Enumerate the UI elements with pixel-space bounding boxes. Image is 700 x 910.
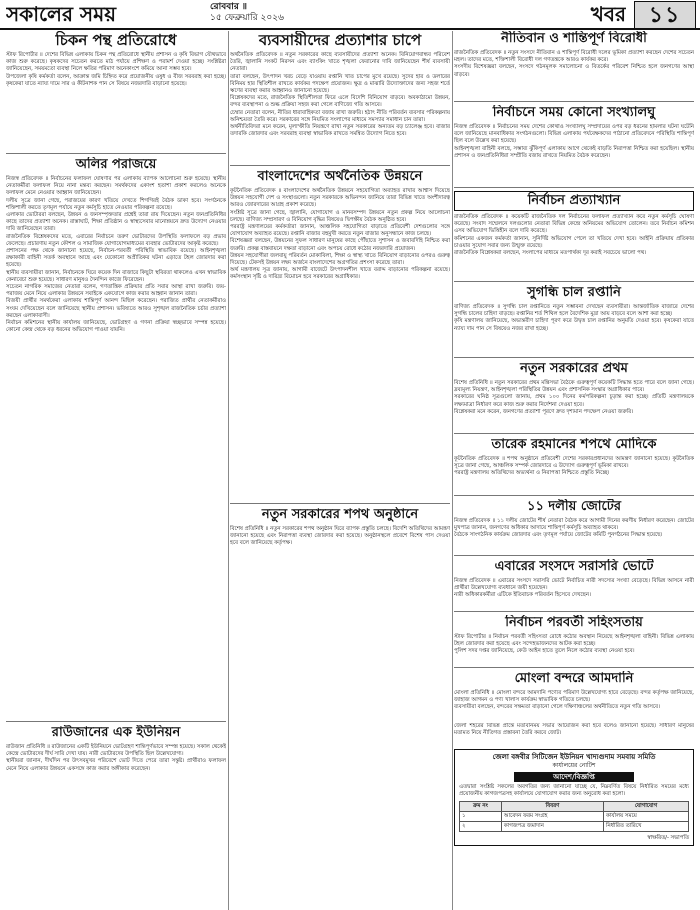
notice-office: কার্যালয়ের নোটিশ (552, 762, 596, 769)
story-headline[interactable]: নির্বাচন প্রত্যাখ্যান (454, 191, 694, 211)
story-headline[interactable]: নির্বাচন পরবর্তী সহিংসতায় (505, 615, 643, 630)
story-headline[interactable]: এবারের সংসদে সরাসরি ভোটে (494, 559, 654, 574)
story-body: নিজস্ব প্রতিবেদক ॥ ১১ দলীয় জোটের শীর্ষ নেতারা বৈঠক করে আগামী দিনের করণীয় নির্ধারণ করেছেন। জোটের মুখপাত্র জানান, জনগণের অধিকার আদায়ে শান্তিপূর্ণ কর্মসূচি অব্যাহত থাকবে। বৈঠকে সাংগঠনিক কার্যক্রম জোরদার এবং তৃণমূল পর্যায়ে জোটের কমিটি পুনর্গঠনের সিদ্ধান্ত হয়েছে। (454, 518, 694, 539)
story-body: কূটনৈতিক প্রতিবেদক ॥ শপথ অনুষ্ঠানে প্রতিবেশী দেশের সরকারপ্রধানদের আমন্ত্রণ জানানো হয়েছে। কূটনৈতিক সূত্রে জানা গেছে, আঞ্চলিক সম্পর্ক জোরদারে এ উদ্যোগ গুরুত্বপূর্ণ ভূমিকা রাখবে। পররাষ্ট্র মন্ত্রণালয় অতিথিদের অভ্যর্থনা ও নিরাপত্তা নিশ্চিতে প্রস্তুতি নিচ্ছে। (454, 456, 694, 477)
issue-date (210, 2, 350, 26)
story-headline[interactable]: বাংলাদেশের অর্থনৈতিক উন্নয়নে (257, 169, 423, 184)
news-story (454, 285, 694, 353)
table-cell: কাগজপত্র জমাদান (501, 822, 603, 832)
notice-table-header: বিবরণ (501, 802, 603, 812)
news-story (454, 105, 694, 183)
story-divider (230, 503, 450, 504)
table-cell: নির্ধারিত তারিখে (603, 822, 688, 832)
news-story (454, 723, 694, 745)
table-cell: কার্যালয় সময়ে (603, 812, 688, 822)
story-body: স্টাফ রিপোর্টার ॥ নির্বাচন পরবর্তী সহিংসতা রোধে কঠোর অবস্থান নিয়েছে আইনশৃঙ্খলা বাহিনী। বিভিন্ন এলাকায় টহল জোরদার করা হয়েছে এবং সন্দেহভাজনদের আটক করা হচ্ছে। পুলিশ সদর দপ্তর জানিয়েছে, কেউ আইন হাতে তুলে নিলে কঠোর ব্যবস্থা নেওয়া হবে। (454, 634, 694, 655)
news-story (454, 437, 694, 491)
notice-body: এতদ্বারা সংশ্লিষ্ট সকলের অবগতির জন্য জানানো যাচ্ছে যে, নিম্নবর্ণিত বিষয়ে নির্ধারিত সময়ের মধ্যে প্রয়োজনীয় কাগজপত্রসহ কার্যালয়ে যোগাযোগ করার জন্য অনুরোধ করা হলো। (459, 784, 689, 798)
story-divider (454, 555, 694, 556)
story-divider (454, 611, 694, 612)
news-story (6, 157, 226, 717)
story-headline[interactable]: নতুন সরকারের শপথ অনুষ্ঠানে (261, 507, 419, 522)
story-body: নিজস্ব প্রতিবেদক ॥ এবারের সংসদে সরাসরি ভোটে নির্বাচিত নারী সদস্যের সংখ্যা বেড়েছে। বিভিন্ন আসনে নারী প্রার্থীরা উল্লেখযোগ্য ব্যবধানে জয়ী হয়েছেন। নারী অধিকারকর্মীরা এটিকে ইতিবাচক পরিবর্তন হিসেবে দেখছেন। (454, 578, 694, 599)
news-story (230, 507, 450, 867)
story-body: নিজস্ব প্রতিবেদক ॥ নির্বাচনের ফলাফল ঘোষণার পর এলাকায় ব্যাপক আলোচনা শুরু হয়েছে। স্থানীয় নেতাকর্মীরা ফলাফল নিয়ে নানা মন্তব্য করছেন। সমর্থকদের একাংশ হতাশা প্রকাশ করলেও অনেকে ফলাফল মেনে নেওয়ার আহ্বান জানিয়েছেন। দলীয় সূত্রে জানা গেছে, পরাজয়ের কারণ খতিয়ে দেখতে শিগগিরই বৈঠক ডাকা হবে। সংগঠনকে শক্তিশালী করতে তৃণমূল পর্যায়ে নতুন কর্মসূচি হাতে নেওয়ার পরিকল্পনা রয়েছে। এলাকার ভোটাররা বলছেন, উন্নয়ন ও জনসম্পৃক্ততার প্রশ্নেই তারা রায় দিয়েছেন। নতুন জনপ্রতিনিধির কাছে তাদের প্রত্যাশা অনেক। রাস্তাঘাট, শিক্ষা প্রতিষ্ঠান ও স্বাস্থ্যসেবার মানোন্নয়নে দ্রুত উদ্যোগ নেওয়ার দাবি জানিয়েছেন তারা। রাজনৈতিক বিশ্লেষকদের মতে, এবারের নির্বাচনে তরুণ ভোটারদের উপস্থিতি ফলাফলে বড় প্রভাব ফেলেছে। প্রচারণায় নতুন কৌশল ও সামাজিক যোগাযোগমাধ্যমের ব্যবহার ভোটারদের আকৃষ্ট করেছে। প্রশাসনের পক্ষ থেকে জানানো হয়েছে, নির্বাচন-পরবর্তী পরিস্থিতি স্বাভাবিক রয়েছে। আইনশৃঙ্খলা রক্ষাকারী বাহিনী সতর্ক অবস্থানে আছে এবং যেকোনো অপ্রীতিকর ঘটনা এড়াতে টহল জোরদার করা হয়েছে। স্থানীয় ব্যবসায়ীরা জানান, নির্বাচনকে ঘিরে কয়েক দিন বাজারে কিছুটা স্থবিরতা থাকলেও এখন স্বাভাবিক কেনাবেচা শুরু হয়েছে। সাধারণ মানুষও দৈনন্দিন কাজে ফিরেছেন। সচেতন নাগরিক সমাজের নেতারা বলেন, গণতান্ত্রিক প্রক্রিয়ার প্রতি সবার আস্থা রাখা জরুরি। জয়-পরাজয় মেনে নিয়ে এলাকার উন্নয়নে সবাইকে একযোগে কাজ করার আহ্বান জানান তারা। বিজয়ী প্রার্থীর সমর্থকেরা এলাকায় শান্তিপূর্ণ আনন্দ মিছিল করেছেন। পরাজিত প্রার্থীর নেতাকর্মীরাও সংযম দেখিয়েছেন বলে জানিয়েছে স্থানীয় প্রশাসন। ভবিষ্যতে আরও সুশৃঙ্খল রাজনৈতিক চর্চার প্রত্যাশা করছেন এলাকাবাসী। নির্বাচন কমিশনের স্থানীয় কার্যালয় জানিয়েছে, ভোটগ্রহণ ও গণনা প্রক্রিয়া স্বচ্ছভাবে সম্পন্ন হয়েছে। কোনো কেন্দ্র থেকে বড় ধরনের অভিযোগ পাওয়া যায়নি। (6, 176, 226, 334)
story-body: নিজস্ব প্রতিবেদক ॥ নির্বাচনের সময় দেশের কোথাও সংখ্যালঘু সম্প্রদায়ের ওপর বড় ধরনের হামলার ঘটনা ঘটেনি বলে জানিয়েছে মানবাধিকার সংগঠনগুলো। বিভিন্ন এলাকায় পর্যবেক্ষকদের পাঠানো প্রতিবেদনে পরিস্থিতি শান্তিপূর্ণ ছিল বলে উল্লেখ করা হয়েছে। আইনশৃঙ্খলা বাহিনী বলছে, সম্ভাব্য ঝুঁকিপূর্ণ এলাকায় আগে থেকেই বাড়তি নিরাপত্তা নিশ্চিত করা হয়েছিল। স্থানীয় প্রশাসন ও জনপ্রতিনিধিরা সম্প্রীতি বজায় রাখতে নিয়মিত বৈঠক করেছেন। (454, 124, 694, 159)
news-story (454, 361, 694, 429)
story-divider (6, 721, 226, 722)
masthead (0, 0, 700, 30)
issue-day: রোববার ॥ (210, 2, 248, 12)
news-story (454, 559, 694, 607)
story-headline[interactable]: নির্বাচনে সময় কোনো সংখ্যালঘু (492, 105, 656, 120)
story-headline[interactable]: ১১ দলীয় জোটের (527, 499, 621, 514)
story-divider (454, 187, 694, 188)
story-divider (454, 281, 694, 282)
notice-organization: জেলা বঙ্গবীর সিটিজেন ইউনিয়ন খাদ্যগুদাম সমবায় সমিতি (492, 753, 656, 761)
story-headline[interactable]: মোংলা বন্দরে আমদানি (514, 671, 634, 686)
news-story (454, 499, 694, 551)
story-divider (6, 153, 226, 154)
newspaper-name: সকালের সময় (6, 2, 117, 26)
story-headline[interactable]: নতুন সরকারের প্রথম (520, 361, 628, 376)
story-divider (454, 495, 694, 496)
notice-table-header: ক্রম নং (460, 802, 502, 812)
news-story (454, 31, 694, 97)
story-divider (454, 667, 694, 668)
column-divider (228, 31, 229, 910)
story-headline[interactable]: তারেক রহমানের শপথে মোদিকে (491, 437, 657, 452)
column-middle (230, 31, 450, 910)
story-headline[interactable]: ব্যবসায়ীদের প্রত্যাশার চাপে (258, 31, 422, 49)
issue-full-date: ১৫ ফেব্রুয়ারি ২০২৬ (210, 13, 284, 23)
notice-signature: স্বাক্ষরিত/- সভাপতি (647, 835, 689, 842)
story-body: জেলা শহরের বিভিন্ন প্রান্তে মতবিনিময় সভার আয়োজন করা হবে বলেও জানানো হয়েছে। সাধারণ মানুষের মতামত নিয়ে নীতিগত প্রস্তাবনা তৈরি করবে জোট। (454, 723, 694, 737)
section-title: খবর (590, 2, 626, 26)
notice-header (459, 753, 689, 782)
story-body: বিশেষ প্রতিনিধি ॥ নতুন সরকারের প্রথম মন্ত্রিসভা বৈঠকে গুরুত্বপূর্ণ কয়েকটি সিদ্ধান্ত হতে পারে বলে জানা গেছে। দ্রব্যমূল্য নিয়ন্ত্রণ, আইনশৃঙ্খলা পরিস্থিতির উন্নয়ন এবং প্রশাসনিক সংস্কার অগ্রাধিকার পাবে। সরকারের ঘনিষ্ঠ সূত্রগুলো জানায়, প্রথম ১০০ দিনের কর্মপরিকল্পনা চূড়ান্ত করা হচ্ছে। প্রতিটি মন্ত্রণালয়কে লক্ষ্যমাত্রা নির্ধারণ করে কাজ শুরু করার নির্দেশনা দেওয়া হবে। বিশ্লেষকরা মনে করেন, জনগণের প্রত্যাশা পূরণে দ্রুত দৃশ্যমান পদক্ষেপ নেওয়া জরুরি। (454, 380, 694, 415)
notice-title: আদেশ/বিজ্ঞপ্তি (514, 772, 634, 782)
story-body: রাউজান প্রতিনিধি ॥ রাউজানের একটি ইউনিয়নে ভোটগ্রহণ শান্তিপূর্ণভাবে সম্পন্ন হয়েছে। সকাল থেকেই কেন্দ্রে ভোটারদের দীর্ঘ সারি দেখা যায়। নারী ভোটারদের উপস্থিতি ছিল উল্লেখযোগ্য। স্থানীয়রা জানান, দীর্ঘদিন পর উৎসবমুখর পরিবেশে ভোট দিতে পেরে তারা সন্তুষ্ট। প্রার্থীরাও ফলাফল মেনে নিয়ে এলাকার উন্নয়নে একসঙ্গে কাজ করার অঙ্গীকার করেছেন। (6, 744, 226, 772)
story-body: অর্থনৈতিক প্রতিবেদক ॥ নতুন সরকারের কাছে ব্যবসায়ীদের প্রত্যাশা অনেক। বিনিয়োগবান্ধব পরিবেশ তৈরি, জ্বালানি সংকট নিরসন এবং ব্যাংকিং খাতে শৃঙ্খলা ফেরানোর দাবি জানিয়েছেন শীর্ষ ব্যবসায়ী নেতারা। তারা বলছেন, উৎপাদন খরচ বেড়ে যাওয়ায় রপ্তানি খাত চাপের মুখে রয়েছে। সুদের হার ও ডলারের বিনিময় হার স্থিতিশীল রাখতে কার্যকর পদক্ষেপ প্রয়োজন। ক্ষুদ্র ও মাঝারি উদ্যোক্তাদের জন্য সহজ শর্তে ঋণের ব্যবস্থা করার আহ্বানও জানানো হয়েছে। বিশ্লেষকদের মতে, রাজনৈতিক স্থিতিশীলতা ফিরে এলে বিদেশি বিনিয়োগ বাড়বে। অবকাঠামো উন্নয়ন, বন্দর ব্যবস্থাপনা ও শুল্ক প্রক্রিয়া সহজ করা গেলে বাণিজ্যে গতি আসবে। চেম্বার নেতারা বলেন, নীতির ধারাবাহিকতা বজায় রাখা জরুরি। হঠাৎ নীতি পরিবর্তন ব্যবসার পরিকল্পনায় অনিশ্চয়তা তৈরি করে। সরকারের সঙ্গে নিয়মিত সংলাপের মাধ্যমে সমস্যার সমাধান চান তারা। অর্থনীতিবিদরা মনে করেন, মূল্যস্ফীতি নিয়ন্ত্রণে রাখা নতুন সরকারের অন্যতম বড় চ্যালেঞ্জ হবে। বাজার তদারকি জোরদার এবং সরবরাহ ব্যবস্থা স্বাভাবিক রাখতে সমন্বিত উদ্যোগ নিতে হবে। (230, 52, 450, 138)
news-story (454, 671, 694, 719)
notice-table-header: যোগাযোগ (603, 802, 688, 812)
story-body: স্টাফ রিপোর্টার ॥ দেশের বিভিন্ন এলাকায় চিকন পন্থ প্রতিরোধে স্থানীয় প্রশাসন ও কৃষি বিভাগ যৌথভাবে কাজ শুরু করেছে। কৃষকদের সচেতন করতে মাঠ পর্যায়ে প্রশিক্ষণ ও পরামর্শ দেওয়া হচ্ছে। সংশ্লিষ্টরা জানিয়েছেন, সময়মতো ব্যবস্থা নিলে ক্ষতির পরিমাণ অনেকাংশে কমিয়ে আনা সম্ভব হবে। উপজেলা কৃষি কর্মকর্তা বলেন, আক্রান্ত জমি চিহ্নিত করে প্রয়োজনীয় ওষুধ ও বীজ সরবরাহ করা হচ্ছে। কৃষকেরা যাতে ন্যায্য দামে সার ও কীটনাশক পান সে বিষয়ে নজরদারি বাড়ানো হয়েছে। (6, 52, 226, 87)
column-right (454, 31, 694, 910)
table-cell: আবেদন ফরম সংগ্রহ (501, 812, 603, 822)
story-headline[interactable]: চিকন পন্থ প্রতিরোধে (55, 31, 177, 49)
column-divider (452, 31, 453, 910)
story-body: বাণিজ্য প্রতিবেদক ॥ সুগন্ধি চাল রপ্তানিতে নতুন সম্ভাবনা দেখছেন ব্যবসায়ীরা। আন্তর্জাতিক বাজারে দেশের সুগন্ধি চালের চাহিদা বাড়ছে। রপ্তানির শর্ত শিথিল হলে বৈদেশিক মুদ্রা আয় বাড়বে বলে আশা করা হচ্ছে। কৃষি মন্ত্রণালয় জানিয়েছে, অভ্যন্তরীণ চাহিদা পূরণ করে উদ্বৃত্ত চাল রপ্তানির অনুমতি দেওয়া হবে। কৃষকেরা যাতে ন্যায্য দাম পান সে বিষয়েও নজর রাখা হচ্ছে। (454, 304, 694, 332)
public-notice (454, 749, 694, 846)
story-body: কূটনৈতিক প্রতিবেদক ॥ বাংলাদেশের অর্থনৈতিক উন্নয়নে সহযোগিতা অব্যাহত রাখার আশ্বাস দিয়েছে উন্নয়ন সহযোগী দেশ ও সংস্থাগুলো। নতুন সরকারকে অভিনন্দন জানিয়ে তারা বিভিন্ন খাতে অংশীদারত্ব আরও জোরদারের আগ্রহ প্রকাশ করেছে। সংশ্লিষ্ট সূত্রে জানা গেছে, জ্বালানি, যোগাযোগ ও মানবসম্পদ উন্নয়নে নতুন প্রকল্প নিয়ে আলোচনা চলছে। বাণিজ্য সম্প্রসারণ ও বিনিয়োগ বৃদ্ধির বিষয়েও দ্বিপক্ষীয় বৈঠক অনুষ্ঠিত হবে। পররাষ্ট্র মন্ত্রণালয়ের কর্মকর্তারা জানান, আঞ্চলিক সহযোগিতা বাড়াতে প্রতিবেশী দেশগুলোর সঙ্গে যোগাযোগ অব্যাহত রয়েছে। রপ্তানি বাজার বহুমুখী করতে নতুন বাজার অনুসন্ধানে কাজ চলছে। বিশেষজ্ঞরা বলছেন, উন্নয়নের সুফল সাধারণ মানুষের কাছে পৌঁছাতে সুশাসন ও জবাবদিহি নিশ্চিত করা জরুরি। প্রকল্প বাস্তবায়নে দক্ষতা বাড়ানো এবং অপচয় রোধে কঠোর নজরদারি প্রয়োজন। উন্নয়ন সহযোগীরা জলবায়ু পরিবর্তন মোকাবিলা, শিক্ষা ও স্বাস্থ্য খাতে বিনিয়োগ বাড়ানোর ওপরও গুরুত্ব দিয়েছে। টেকসই উন্নয়ন লক্ষ্য অর্জনে বাংলাদেশের অগ্রগতির প্রশংসা করেছে তারা। অর্থ মন্ত্রণালয় সূত্র জানায়, আগামী বাজেটে উৎপাদনশীল খাতে বরাদ্দ বাড়ানোর পরিকল্পনা রয়েছে। কর্মসংস্থান সৃষ্টি ও দারিদ্র্য বিমোচন হবে সরকারের অগ্রাধিকার। (230, 188, 450, 281)
story-headline[interactable]: রাউজানের এক ইউনিয়ন (51, 725, 181, 740)
story-headline[interactable]: নীতিবান ও শান্তিপূর্ণ বিরোধী (501, 31, 647, 46)
story-body: মোংলা প্রতিনিধি ॥ মোংলা বন্দরে আমদানি পণ্যের পরিমাণ উল্লেখযোগ্য হারে বেড়েছে। বন্দর কর্তৃপক্ষ জানিয়েছে, জাহাজ আগমন ও পণ্য খালাস কার্যক্রম স্বাভাবিক গতিতে চলছে। ব্যবসায়ীরা বলছেন, বন্দরের সক্ষমতা বাড়ানো গেলে দক্ষিণাঞ্চলের অর্থনীতিতে নতুন গতি আসবে। (454, 690, 694, 711)
table-cell: ২ (460, 822, 502, 832)
column-left (6, 31, 226, 910)
story-divider (454, 433, 694, 434)
table-row (460, 822, 689, 832)
news-story (454, 615, 694, 663)
story-body: রাজনৈতিক প্রতিবেদক ॥ নতুন সংসদে নীতিবান ও শান্তিপূর্ণ বিরোধী দলের ভূমিকা প্রত্যাশা করছেন দেশের সচেতন মহল। তাদের মতে, শক্তিশালী বিরোধী দল গণতন্ত্রকে আরও কার্যকর করে। সংসদীয় বিশেষজ্ঞরা বলছেন, সংসদে গঠনমূলক সমালোচনা ও বিতর্কের পরিবেশ নিশ্চিত হলে জনগণের আস্থা বাড়বে। (454, 50, 694, 78)
story-divider (230, 165, 450, 166)
table-cell: ১ (460, 812, 502, 822)
table-row (460, 812, 689, 822)
story-divider (454, 101, 694, 102)
page-number: ১১ (634, 1, 696, 29)
news-story (6, 725, 226, 905)
story-headline[interactable]: অলির পরাজয়ে (75, 157, 157, 172)
story-body: রাজনৈতিক প্রতিবেদক ॥ কয়েকটি রাজনৈতিক দল নির্বাচনের ফলাফল প্রত্যাখ্যান করে নতুন কর্মসূচি ঘোষণা করেছে। সংবাদ সম্মেলনে দলগুলোর নেতারা বিভিন্ন কেন্দ্রে অনিয়মের অভিযোগ তোলেন। তবে নির্বাচন কমিশন এসব অভিযোগ ভিত্তিহীন বলে দাবি করেছে। কমিশনের একজন কর্মকর্তা জানান, সুনির্দিষ্ট অভিযোগ পেলে তা খতিয়ে দেখা হবে। আইনি প্রক্রিয়ায় প্রতিকার চাওয়ার সুযোগ সবার জন্য উন্মুক্ত রয়েছে। রাজনৈতিক বিশ্লেষকরা বলছেন, সংলাপের মাধ্যমে মতপার্থক্য দূর করাই সবচেয়ে ভালো পথ। (454, 214, 694, 257)
news-story (6, 31, 226, 149)
story-divider (454, 357, 694, 358)
news-story (230, 169, 450, 499)
news-story (454, 191, 694, 277)
notice-table (459, 801, 689, 832)
story-headline[interactable]: সুগন্ধি চাল রপ্তানি (527, 285, 621, 300)
story-body: বিশেষ প্রতিনিধি ॥ নতুন সরকারের শপথ অনুষ্ঠান ঘিরে ব্যাপক প্রস্তুতি চলছে। বিদেশি অতিথিদের আমন্ত্রণ জানানো হয়েছে এবং নিরাপত্তা ব্যবস্থা জোরদার করা হয়েছে। অনুষ্ঠানস্থলে প্রবেশে বিশেষ পাস দেওয়া হবে বলে জানিয়েছে কর্তৃপক্ষ। (230, 526, 450, 547)
news-story (230, 31, 450, 161)
